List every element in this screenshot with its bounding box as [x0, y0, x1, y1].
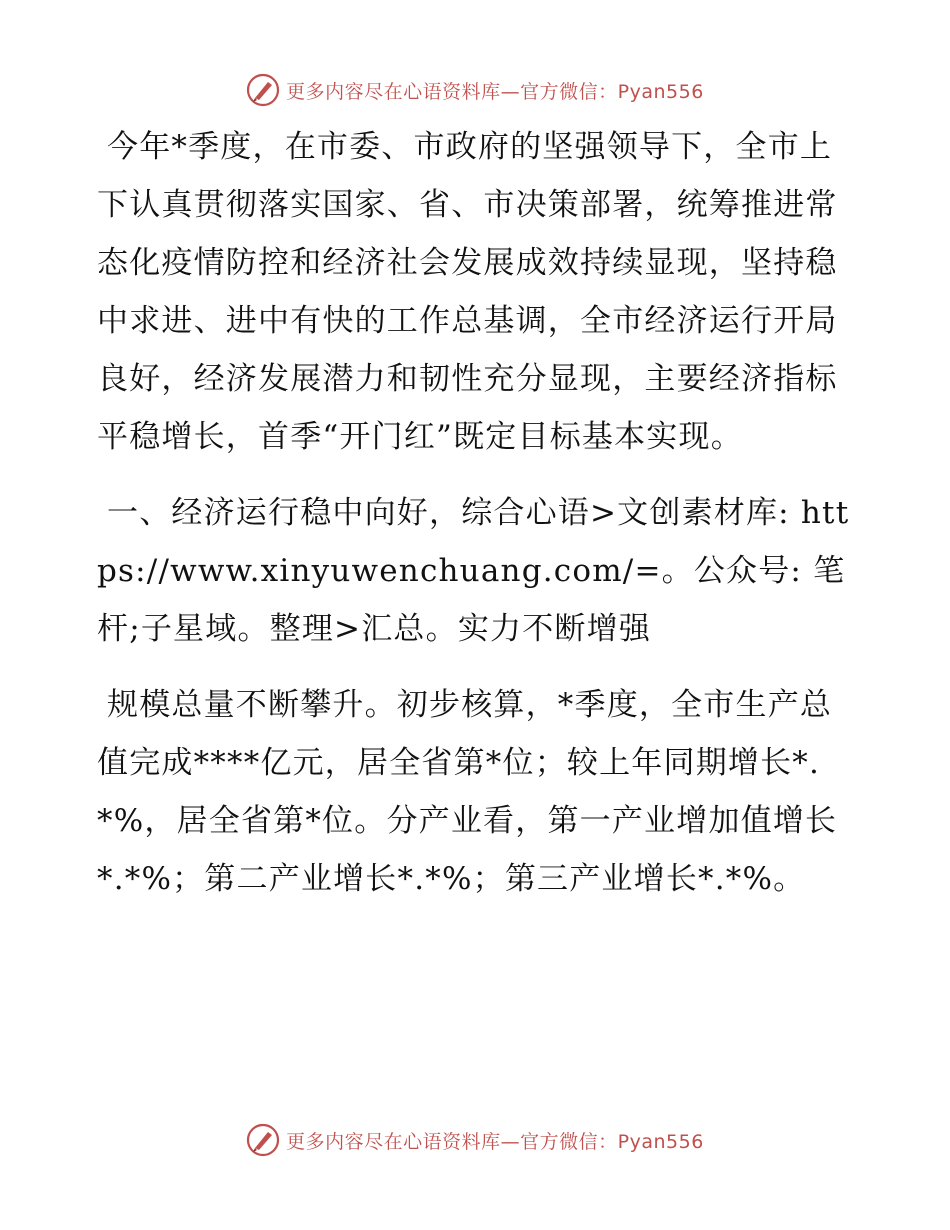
- banner-text: 更多内容尽在心语资料库—官方微信：Pyan556: [286, 1130, 704, 1153]
- pen-logo-icon: [246, 1123, 280, 1157]
- header-banner: [0, 70, 950, 110]
- paragraph-intro: 今年*季度，在市委、市政府的坚强领导下，全市上下认真贯彻落实国家、省、市决策部署，统筹推进常态化疫情防控和经济社会发展成效持续显现，坚持稳中求进、进中有快的工作总基调，全市经济运行开局良好，经济发展潜力和韧性充分显现，主要经济指标平稳增长，首季“开门红”既定目标基本实现。: [97, 129, 838, 455]
- pen-logo-icon: [246, 73, 280, 107]
- banner-text: 更多内容尽在心语资料库—官方微信：Pyan556: [286, 80, 704, 103]
- document-body: [97, 118, 857, 908]
- paragraph-section-heading: 一、经济运行稳中向好，综合心语>文创素材库: https://www.xinyuwenchuang.com/=。公众号: 笔杆;子星域。整理>汇总。实力不断增强: [97, 495, 850, 647]
- footer-banner: [0, 1120, 950, 1160]
- paragraph-scale: 规模总量不断攀升。初步核算，*季度，全市生产总值完成****亿元，居全省第*位；较上年同期增长*.*%，居全省第*位。分产业看，第一产业增加值增长*.*%；第二产业增长*.*%；第三产业增长*.*%。: [97, 687, 838, 897]
